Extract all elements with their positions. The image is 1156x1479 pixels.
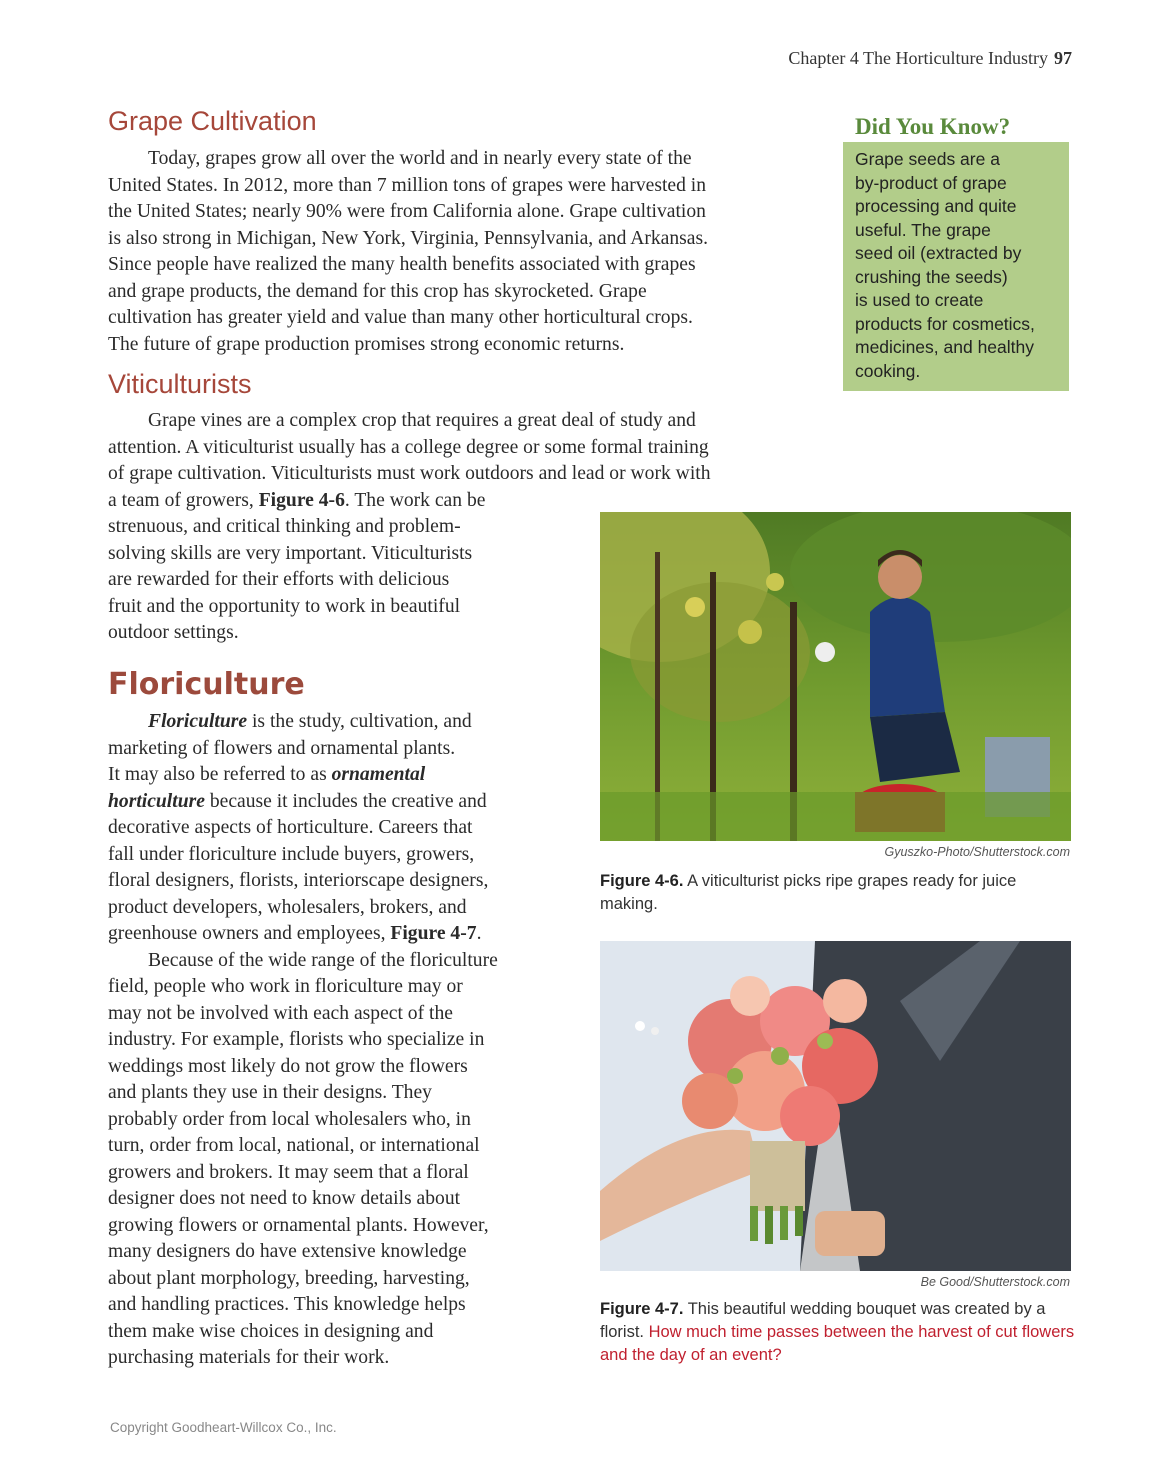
- figure-4-7-credit: Be Good/Shutterstock.com: [920, 1275, 1070, 1289]
- text-line: strenuous, and critical thinking and problem-: [108, 516, 461, 537]
- figure-4-6-photo: [600, 512, 1071, 841]
- text-line: products for cosmetics,: [855, 313, 1035, 334]
- text-line: Since people have realized the many health benefits associated with grapes: [108, 254, 696, 275]
- text-line: purchasing materials for their work.: [108, 1347, 390, 1368]
- text-line: many designers do have extensive knowledge: [108, 1241, 467, 1262]
- text-line: by-product of grape: [855, 172, 1007, 193]
- figure-4-7-photo: [600, 941, 1071, 1271]
- did-you-know-box: [843, 142, 1069, 391]
- term-ornamental: ornamental: [331, 764, 426, 785]
- text-line: fruit and the opportunity to work in beautiful: [108, 595, 461, 617]
- text-line: the United States; nearly 90% were from California alone. Grape cultivation: [108, 201, 706, 222]
- heading-floriculture: Floriculture: [108, 667, 305, 702]
- text-line: marketing of flowers and ornamental plants.: [108, 737, 456, 759]
- heading-viticulturists: Viticulturists: [108, 369, 252, 399]
- figure-label: Figure 4-6.: [600, 872, 684, 890]
- text-line: industry. For example, florists who specialize in: [108, 1029, 485, 1050]
- wedding-bouquet-illustration: [600, 941, 1071, 1271]
- running-header: [788, 48, 1072, 69]
- text-line: Today, grapes grow all over the world and in nearly every state of the: [148, 148, 692, 169]
- text-line: useful. The grape: [855, 219, 991, 240]
- text-line: and handling practices. This knowledge helps: [108, 1294, 466, 1315]
- figure-label: Figure 4-7.: [600, 1300, 684, 1318]
- text-line: attention. A viticulturist usually has a college degree or some formal training: [108, 436, 709, 458]
- paragraph-floriculture-1: [108, 709, 498, 1372]
- chapter-title: Chapter 4 The Horticulture Industry: [788, 48, 1048, 68]
- text-line: Grape seeds are a: [855, 149, 1000, 169]
- text-line: growing flowers or ornamental plants. However,: [108, 1214, 489, 1236]
- caption-text: This beautiful wedding bouquet was created by a florist.: [600, 1300, 1046, 1341]
- text-line: seed oil (extracted by: [855, 243, 1022, 263]
- text-line: growers and brokers. It may seem that a floral: [108, 1161, 469, 1183]
- text-line: solving skills are very important. Viticulturists: [108, 542, 473, 564]
- term-horticulture: horticulture: [108, 790, 205, 812]
- text-line: Grape vines are a complex crop that requires a great deal of study and: [148, 410, 696, 431]
- text-span: It may also be referred to as: [108, 764, 332, 785]
- text-line: are rewarded for their efforts with delicious: [108, 569, 450, 590]
- text-line: crushing the seeds): [855, 266, 1008, 287]
- paragraph-grape-cultivation: [108, 146, 708, 358]
- text-line: decorative aspects of horticulture. Careers that: [108, 817, 473, 838]
- text-span: is the study, cultivation, and: [247, 711, 472, 732]
- heading-grape-cultivation: Grape Cultivation: [108, 106, 317, 136]
- figure-4-6-credit: Gyuszko-Photo/Shutterstock.com: [884, 845, 1070, 859]
- figure-reference-4-6[interactable]: Figure 4-6: [258, 489, 345, 511]
- text-line: United States. In 2012, more than 7 million tons of grapes were harvested in: [108, 174, 707, 196]
- text-span: a team of growers,: [108, 489, 259, 511]
- text-line: weddings most likely do not grow the flowers: [108, 1055, 468, 1077]
- page-number: 97: [1054, 48, 1072, 68]
- figure-4-7-caption: [600, 1298, 1075, 1367]
- text-line: designer does not need to know details about: [108, 1188, 461, 1209]
- text-line: may not be involved with each aspect of the: [108, 1002, 453, 1024]
- text-span: . The work can be: [344, 489, 486, 511]
- text-line: medicines, and healthy: [855, 337, 1034, 357]
- text-line: The future of grape production promises strong economic returns.: [108, 333, 625, 355]
- text-line: and grape products, the demand for this crop has skyrocketed. Grape: [108, 280, 647, 302]
- copyright-footer: Copyright Goodheart-Willcox Co., Inc.: [110, 1420, 337, 1435]
- text-line: turn, order from local, national, or international: [108, 1135, 480, 1156]
- text-line: processing and quite: [855, 196, 1017, 216]
- text-line: about plant morphology, breeding, harvesting,: [108, 1267, 470, 1289]
- text-line: is also strong in Michigan, New York, Virginia, Pennsylvania, and Arkansas.: [108, 227, 709, 249]
- caption-text: A viticulturist picks ripe grapes ready for juice making.: [600, 872, 1017, 913]
- text-line: is used to create: [855, 290, 984, 310]
- text-span: .: [476, 923, 482, 944]
- did-you-know-title: Did You Know?: [855, 114, 1011, 139]
- vineyard-worker-illustration: [600, 512, 1071, 841]
- text-line: field, people who work in floriculture may or: [108, 976, 463, 997]
- text-span: because it includes the creative and: [204, 790, 487, 812]
- text-line: and plants they use in their designs. They: [108, 1082, 432, 1103]
- figure-4-6-caption: [600, 870, 1075, 916]
- text-line: floral designers, florists, interiorscape designers,: [108, 870, 489, 891]
- term-floriculture: Floriculture: [148, 711, 248, 732]
- text-line: of grape cultivation. Viticulturists must work outdoors and lead or work with: [108, 463, 711, 484]
- caption-question: How much time passes between the harvest of cut flowers and the day of an event?: [600, 1323, 1075, 1364]
- text-line: outdoor settings.: [108, 622, 239, 643]
- text-line: them make wise choices in designing and: [108, 1320, 434, 1342]
- text-line: Because of the wide range of the floriculture: [148, 949, 498, 971]
- text-span: greenhouse owners and employees,: [108, 923, 391, 944]
- text-line: cultivation has greater yield and value than many other horticultural crops.: [108, 307, 693, 328]
- text-line: fall under floriculture include buyers, growers,: [108, 843, 475, 865]
- text-line: cooking.: [855, 360, 921, 381]
- figure-reference-4-7[interactable]: Figure 4-7: [390, 923, 477, 944]
- text-line: product developers, wholesalers, brokers, and: [108, 896, 467, 918]
- text-line: probably order from local wholesalers who, in: [108, 1108, 471, 1130]
